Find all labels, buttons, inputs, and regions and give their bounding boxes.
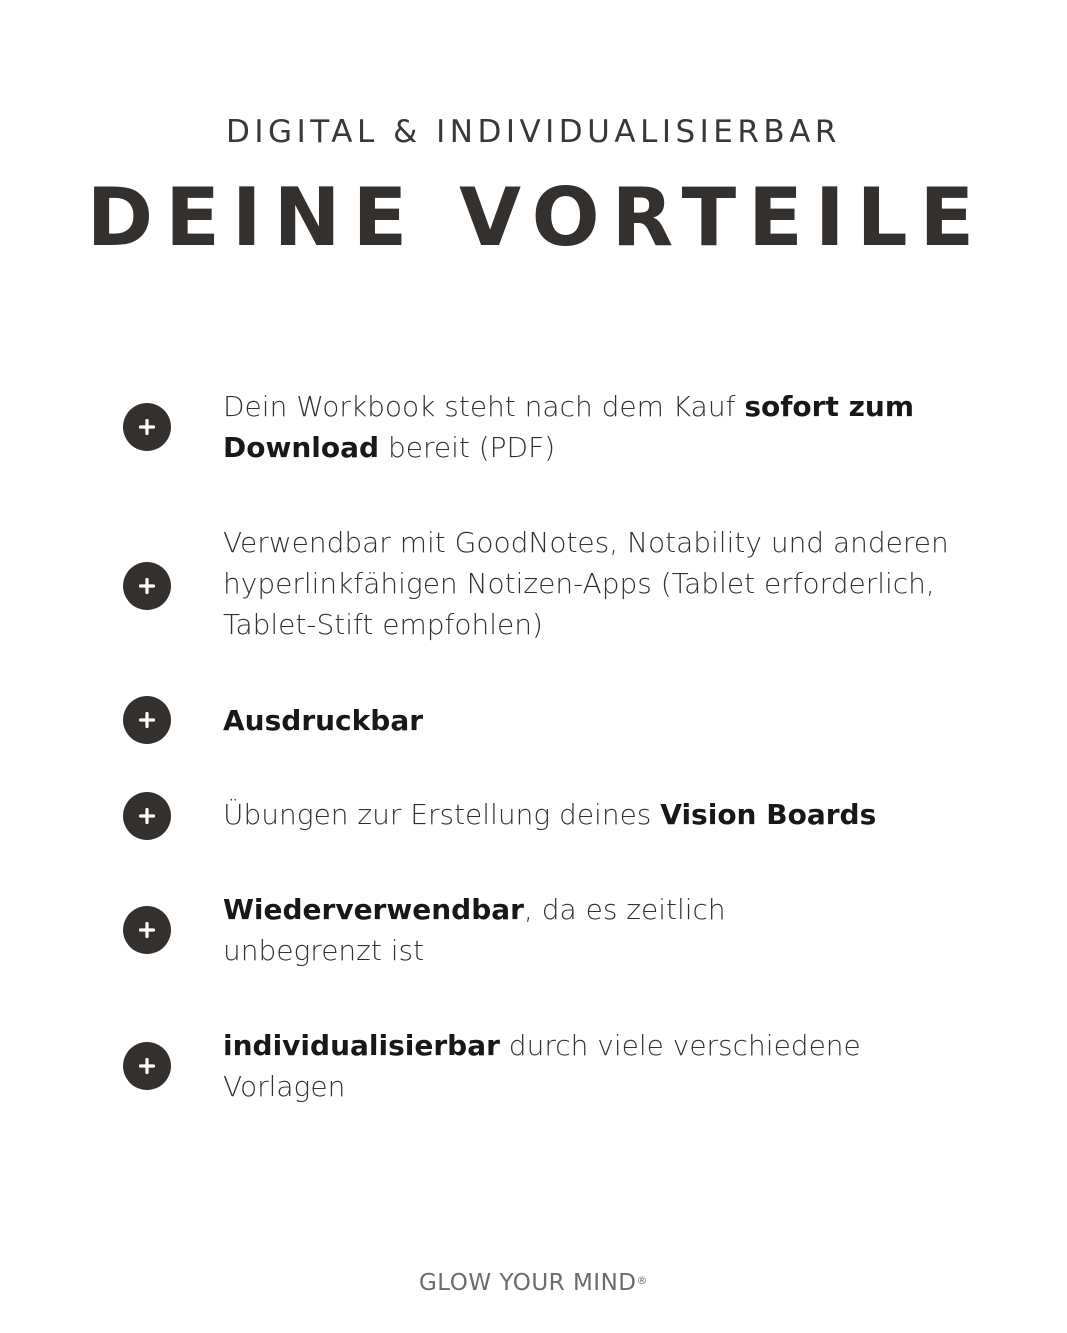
page-title: DEINE VORTEILE bbox=[86, 171, 987, 264]
plus-circle-icon bbox=[123, 696, 171, 744]
benefit-text-part: durch viele verschiedene Vorlagen bbox=[223, 1029, 861, 1103]
benefit-text bbox=[223, 522, 983, 645]
benefit-text bbox=[223, 794, 1023, 835]
plus-circle-icon bbox=[123, 562, 171, 610]
benefit-text-part: Übungen zur Erstellung deines bbox=[223, 798, 661, 831]
benefit-text-part: , da es zeitlich unbegrenzt ist bbox=[223, 893, 726, 967]
plus-circle-icon bbox=[123, 792, 171, 840]
registered-mark: ® bbox=[636, 1274, 649, 1287]
plus-circle-icon bbox=[123, 1042, 171, 1090]
benefit-text-emphasis: individualisierbar bbox=[223, 1029, 500, 1062]
benefit-text-emphasis: Ausdruckbar bbox=[223, 704, 424, 737]
brand-name: GLOW YOUR MIND bbox=[418, 1270, 637, 1296]
benefit-text-emphasis: sofort zum Download bbox=[223, 390, 915, 464]
benefit-text-emphasis: Vision Boards bbox=[660, 798, 877, 831]
brand-footer bbox=[0, 1268, 1067, 1298]
benefit-text-part: bereit (PDF) bbox=[379, 431, 556, 464]
page-subtitle: DIGITAL & INDIVIDUALISIERBAR bbox=[226, 114, 841, 150]
plus-circle-icon bbox=[123, 906, 171, 954]
benefit-text-part: Verwendbar mit GoodNotes, Notability und anderen hyperlinkfähigen Notizen-Apps (Tablet erforderlich, Tablet-Stift empfohlen) bbox=[223, 526, 949, 641]
benefit-text-emphasis: Wiederverwendbar bbox=[223, 893, 524, 926]
benefit-text-part: Dein Workbook steht nach dem Kauf bbox=[223, 390, 745, 423]
plus-circle-icon bbox=[123, 403, 171, 451]
benefit-text bbox=[223, 1025, 983, 1107]
benefit-text bbox=[223, 700, 983, 741]
benefit-text bbox=[223, 889, 823, 971]
benefit-text bbox=[223, 386, 983, 468]
